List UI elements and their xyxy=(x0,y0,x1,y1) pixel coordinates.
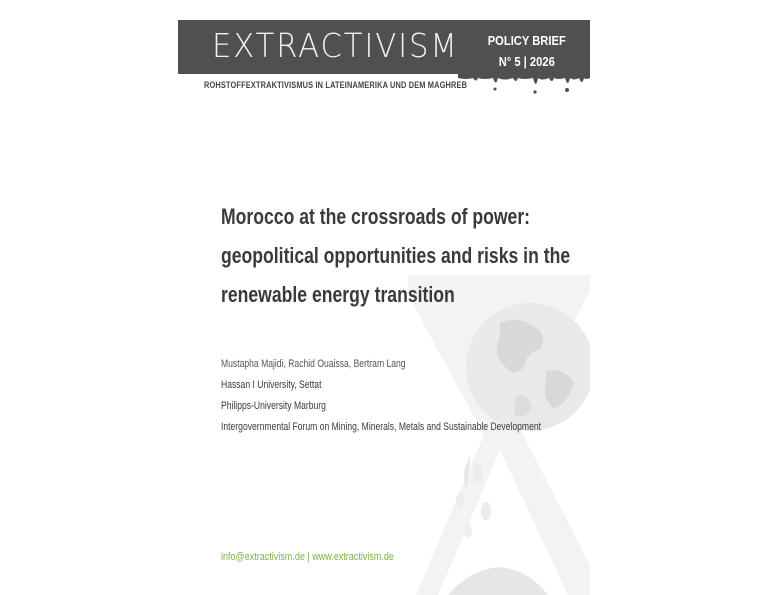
banner-drips-icon xyxy=(458,72,590,94)
policy-brief-number: N° 5 | 2026 xyxy=(498,54,556,69)
author-block xyxy=(221,356,549,440)
brief-title-line-2: geopolitical opportunities and risks in the xyxy=(221,243,571,268)
affiliation-1: Hassan I University, Settat xyxy=(221,379,322,391)
affiliation-2: Philipps-University Marburg xyxy=(221,400,326,412)
brief-title-line-3: renewable energy transition xyxy=(221,282,455,307)
extractivism-logo: EXTRACTIVISM xyxy=(212,26,459,65)
policy-brief-title: POLICY BRIEF xyxy=(487,33,566,48)
authors: Mustapha Majidi, Rachid Ouaissa, Bertram Lang xyxy=(221,358,406,370)
brief-title-line-1: Morocco at the crossroads of power: xyxy=(221,204,531,229)
series-subtitle: ROHSTOFFEXTRAKTIVISMUS IN LATEINAMERIKA UND DEM MAGHREB xyxy=(204,80,468,90)
brief-title xyxy=(221,197,571,314)
policy-brief-cover xyxy=(178,0,590,595)
policy-brief-label xyxy=(488,30,566,72)
affiliation-3: Intergovernmental Forum on Mining, Minerals, Metals and Sustainable Development xyxy=(221,421,542,433)
contact-links[interactable]: info@extractivism.de | www.extractivism.de xyxy=(221,551,394,563)
